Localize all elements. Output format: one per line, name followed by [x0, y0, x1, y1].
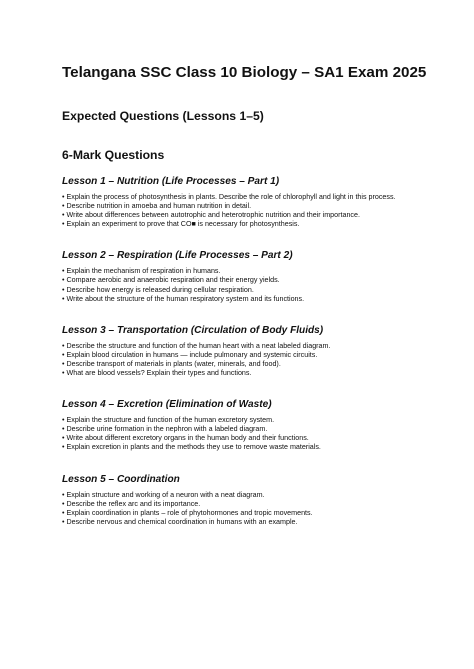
question-item: • Describe the structure and function of the human heart with a neat labeled diagram. [62, 341, 331, 350]
document-subtitle: Expected Questions (Lessons 1–5) [62, 109, 264, 123]
question-list [62, 193, 418, 229]
lesson-title: Lesson 4 – Excretion (Elimination of Waste) [62, 399, 272, 411]
lesson-block-2 [62, 250, 418, 303]
question-item: • Describe transport of materials in plants (water, minerals, and food). [62, 359, 281, 368]
lesson-title: Lesson 5 – Coordination [62, 473, 180, 485]
question-item: • Write about different excretory organs in the human body and their functions. [62, 434, 309, 443]
lesson-title: Lesson 3 – Transportation (Circulation of Body Fluids) [62, 324, 324, 336]
question-list [62, 342, 418, 378]
lesson-title: Lesson 1 – Nutrition (Life Processes – Part 1) [62, 176, 280, 187]
question-item: • What are blood vessels? Explain their types and functions. [62, 369, 252, 378]
question-list [62, 267, 418, 303]
lesson-block-3 [62, 325, 418, 378]
question-item: • Explain structure and working of a neuron with a neat diagram. [62, 490, 265, 499]
question-item: • Write about differences between autotrophic and heterotrophic nutrition and their importance. [62, 211, 360, 220]
document-title: Telangana SSC Class 10 Biology – SA1 Exam 2025 [62, 64, 427, 81]
question-item: • Explain coordination in plants – role of phytohormones and tropic movements. [62, 508, 313, 517]
lesson-block-4 [62, 399, 418, 452]
question-list [62, 491, 418, 527]
question-item: • Explain the structure and function of the human excretory system. [62, 416, 275, 425]
question-item: • Write about the structure of the human respiratory system and its functions. [62, 294, 305, 303]
question-item: • Explain blood circulation in humans — include pulmonary and systemic circuits. [62, 350, 318, 359]
lesson-title: Lesson 2 – Respiration (Life Processes – Part 2) [62, 250, 293, 262]
question-item: • Explain excretion in plants and the methods they use to remove waste materials. [62, 443, 321, 452]
section-heading: 6-Mark Questions [62, 148, 165, 162]
question-item: • Explain the process of photosynthesis in plants. Describe the role of chlorophyll and light in this process. [62, 193, 396, 201]
question-item: • Describe how energy is released during cellular respiration. [62, 285, 254, 294]
lesson-block-1 [62, 176, 418, 229]
question-item: • Explain the mechanism of respiration in humans. [62, 267, 221, 276]
question-item: • Describe nutrition in amoeba and human nutrition in detail. [62, 202, 252, 211]
question-item: • Describe urine formation in the nephron with a labeled diagram. [62, 425, 268, 434]
lesson-block-5 [62, 474, 418, 527]
question-item: • Compare aerobic and anaerobic respiration and their energy yields. [62, 276, 280, 285]
question-item: • Explain an experiment to prove that CO■ is necessary for photosynthesis. [62, 220, 300, 229]
question-item: • Describe nervous and chemical coordination in humans with an example. [62, 517, 298, 526]
question-list [62, 416, 418, 452]
question-item: • Describe the reflex arc and its importance. [62, 499, 201, 508]
